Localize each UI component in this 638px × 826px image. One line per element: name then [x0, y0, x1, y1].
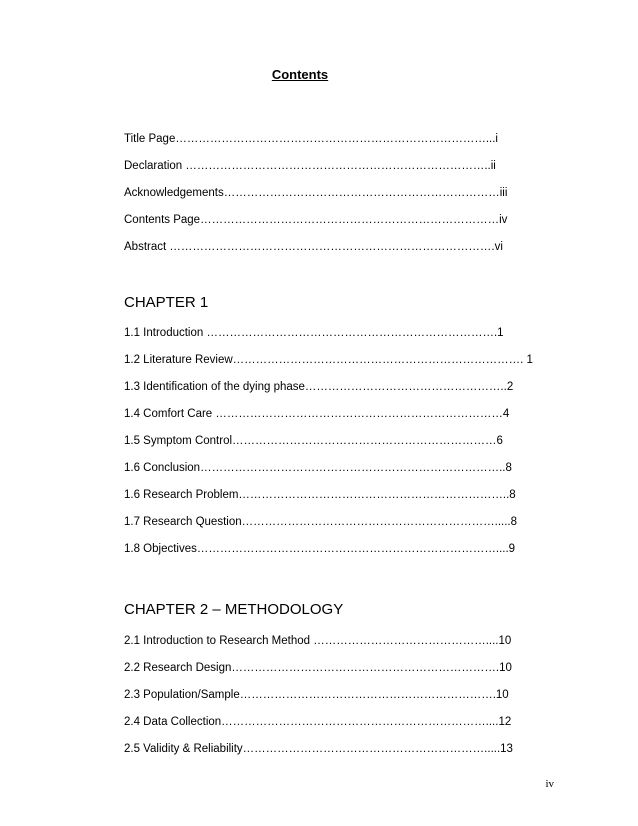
toc-entry-1-3: 1.3 Identification of the dying phase……………………………………………..2	[124, 381, 514, 393]
chapter-2-heading: CHAPTER 2 – METHODOLOGY	[124, 601, 344, 618]
toc-entry-abstract: Abstract ………………………………………………………………………….vi	[124, 241, 503, 253]
toc-entry-2-4: 2.4 Data Collection……………………………………………………………....12	[124, 716, 512, 728]
toc-entry-2-3: 2.3 Population/Sample………………………………………………………….10	[124, 689, 509, 701]
toc-entry-acknowledgements: Acknowledgements………………………………………………………………iii	[124, 187, 508, 199]
toc-entry-1-8: 1.8 Objectives……………………………………………………………………....9	[124, 543, 516, 555]
toc-entry-1-6-research-problem: 1.6 Research Problem……………………………………………………………..8	[124, 489, 516, 501]
toc-entry-title-page: Title Page………………………………………………………………………...i	[124, 133, 498, 145]
toc-entry-2-2: 2.2 Research Design…………………………………………………………….10	[124, 662, 512, 674]
toc-entry-1-1: 1.1 Introduction ………………………………………………………………….1	[124, 327, 504, 339]
toc-entry-1-5: 1.5 Symptom Control……………………………………………………………6	[124, 435, 503, 447]
chapter-1-heading: CHAPTER 1	[124, 294, 209, 311]
toc-entry-1-4: 1.4 Comfort Care …………………………………………………………………4	[124, 408, 510, 420]
page-number: iv	[545, 778, 554, 790]
toc-entry-2-1: 2.1 Introduction to Research Method ………………………………………....10	[124, 635, 512, 647]
toc-entry-contents-page: Contents Page……………………………………………………………………iv	[124, 214, 508, 226]
toc-entry-2-5: 2.5 Validity & Reliability……………………………………………………….....13	[124, 743, 513, 755]
toc-entry-1-6-conclusion: 1.6 Conclusion……………………………………………………………………..8	[124, 462, 512, 474]
toc-entry-1-7: 1.7 Research Question………………………………………………………….....8	[124, 516, 517, 528]
toc-entry-declaration: Declaration ……………………………………………………………………..ii	[124, 160, 496, 172]
page-title: Contents	[271, 67, 329, 82]
toc-entry-1-2: 1.2 Literature Review…………………………………………………………………. 1	[124, 354, 533, 366]
